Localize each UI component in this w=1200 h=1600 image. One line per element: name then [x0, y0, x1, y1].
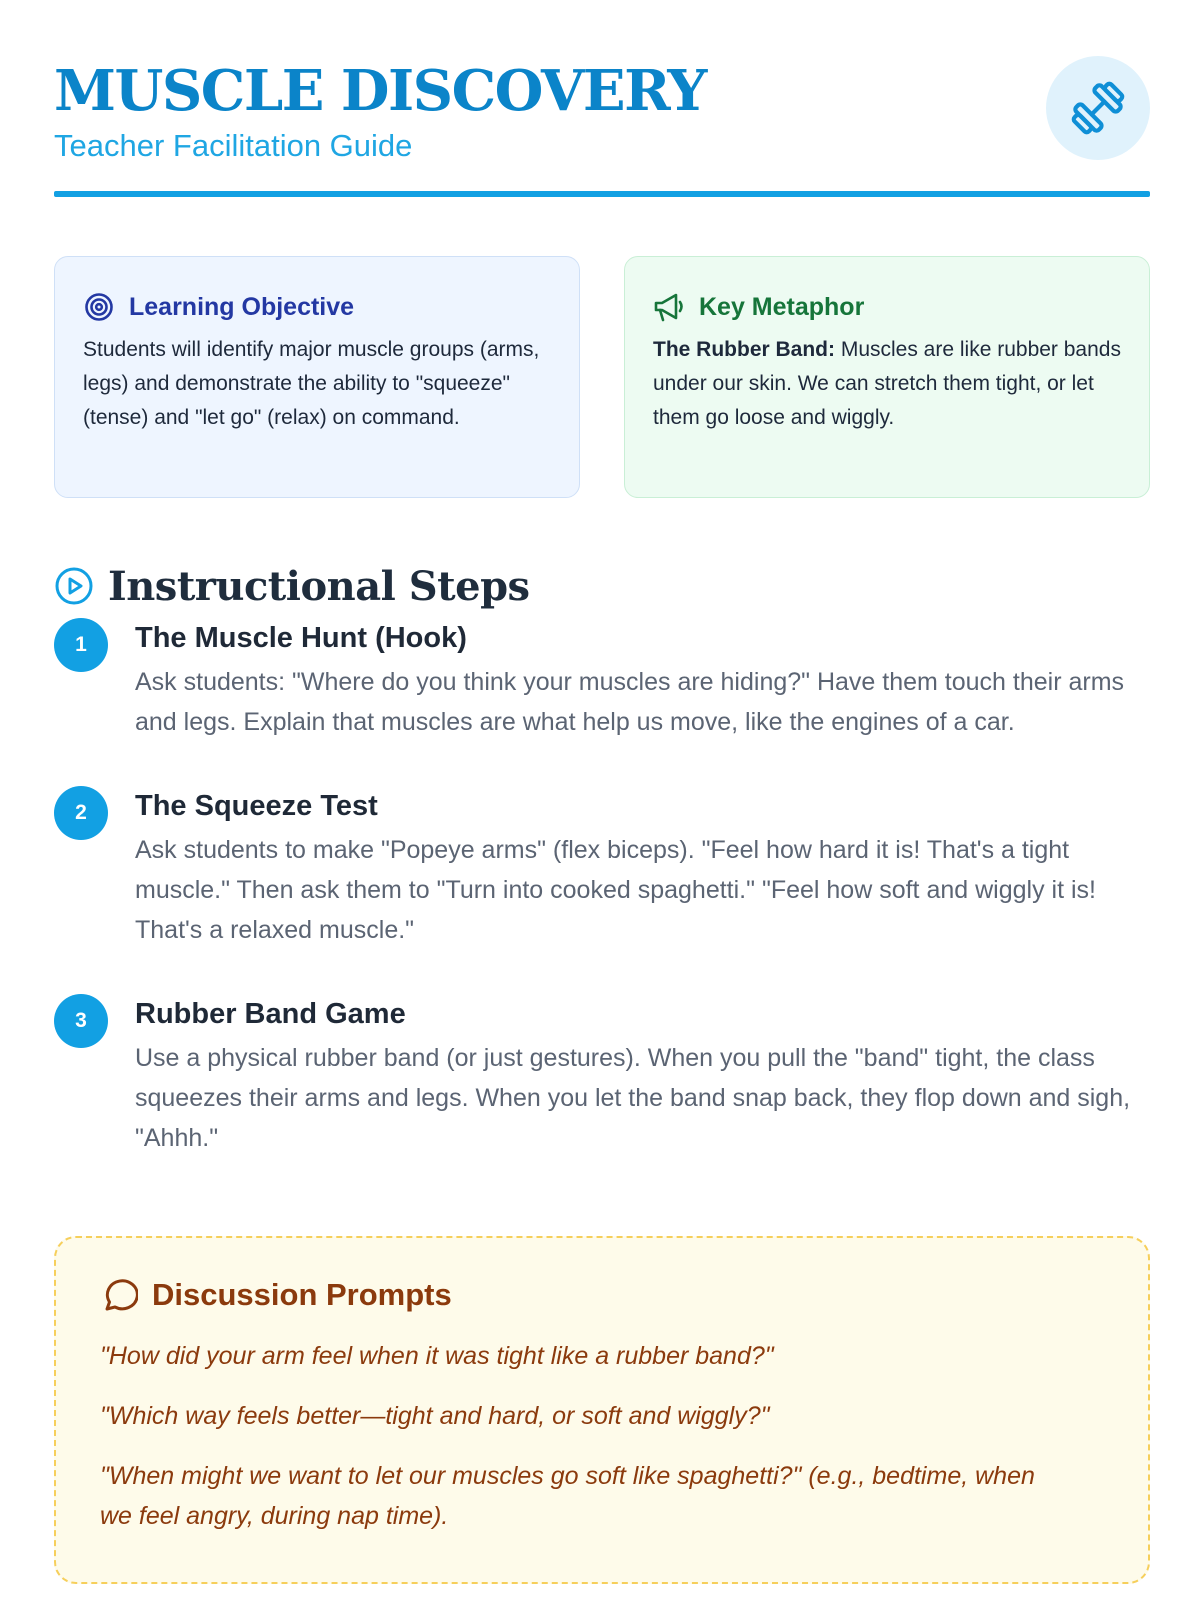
step-title: The Squeeze Test	[135, 790, 378, 822]
key-metaphor-card	[624, 256, 1150, 498]
step-title: The Muscle Hunt (Hook)	[135, 622, 467, 654]
learning-objective-title: Learning Objective	[129, 292, 355, 321]
logo-badge	[1046, 56, 1150, 160]
key-metaphor-header	[653, 285, 1121, 329]
key-metaphor-body: Muscles are like rubber bands under our skin. We can stretch them tight, or let them go loose and wiggly.	[653, 338, 1121, 429]
dumbbell-icon	[1066, 76, 1130, 140]
learning-objective-card	[54, 256, 580, 498]
key-metaphor-lead: The Rubber Band:	[653, 338, 835, 361]
step-number-badge: 1	[54, 618, 108, 672]
discussion-prompts-header	[100, 1272, 1104, 1318]
instructional-steps-title: Instructional Steps	[108, 562, 530, 610]
step-description: Ask students: "Where do you think your muscles are hiding?" Have them touch their arms and legs. Explain that muscles are what help us move, like the engines of a car.	[135, 668, 1125, 736]
learning-objective-text: Students will identify major muscle groups (arms, legs) and demonstrate the ability to "squeeze" (tense) and "let go" (relax) on command.	[83, 338, 540, 429]
step-number-badge: 2	[54, 786, 108, 840]
instructional-steps-header	[54, 556, 530, 616]
megaphone-icon	[653, 291, 685, 323]
speech-bubble-icon	[100, 1276, 138, 1314]
discussion-prompts-title: Discussion Prompts	[152, 1277, 452, 1312]
discussion-prompt: "When might we want to let our muscles go soft like spaghetti?" (e.g., bedtime, when we feel angry, during nap time).	[100, 1462, 1035, 1530]
step-title: Rubber Band Game	[135, 998, 406, 1030]
key-metaphor-title: Key Metaphor	[699, 292, 865, 321]
discussion-prompts-box	[54, 1236, 1150, 1584]
page-title: MUSCLE DISCOVERY	[54, 58, 706, 124]
discussion-prompt: "Which way feels better—tight and hard, or soft and wiggly?"	[100, 1402, 770, 1430]
key-metaphor-text	[653, 333, 1121, 435]
discussion-prompt: "How did your arm feel when it was tight like a rubber band?"	[100, 1342, 774, 1370]
header-divider	[54, 191, 1150, 197]
play-circle-icon	[54, 566, 94, 606]
target-icon	[83, 291, 115, 323]
step-description: Ask students to make "Popeye arms" (flex biceps). "Feel how hard it is! That's a tight muscle." Then ask them to "Turn into cooked spaghetti." "Feel how soft and wiggly it is! That's a relaxed muscle."	[135, 836, 1096, 944]
page-subtitle: Teacher Facilitation Guide	[54, 128, 413, 163]
page-header	[54, 56, 1150, 202]
step-description: Use a physical rubber band (or just gestures). When you pull the "band" tight, the class squeezes their arms and legs. When you let the band snap back, they flop down and sigh, "Ahhh."	[135, 1044, 1131, 1152]
learning-objective-header	[83, 285, 551, 329]
step-number-badge: 3	[54, 994, 108, 1048]
